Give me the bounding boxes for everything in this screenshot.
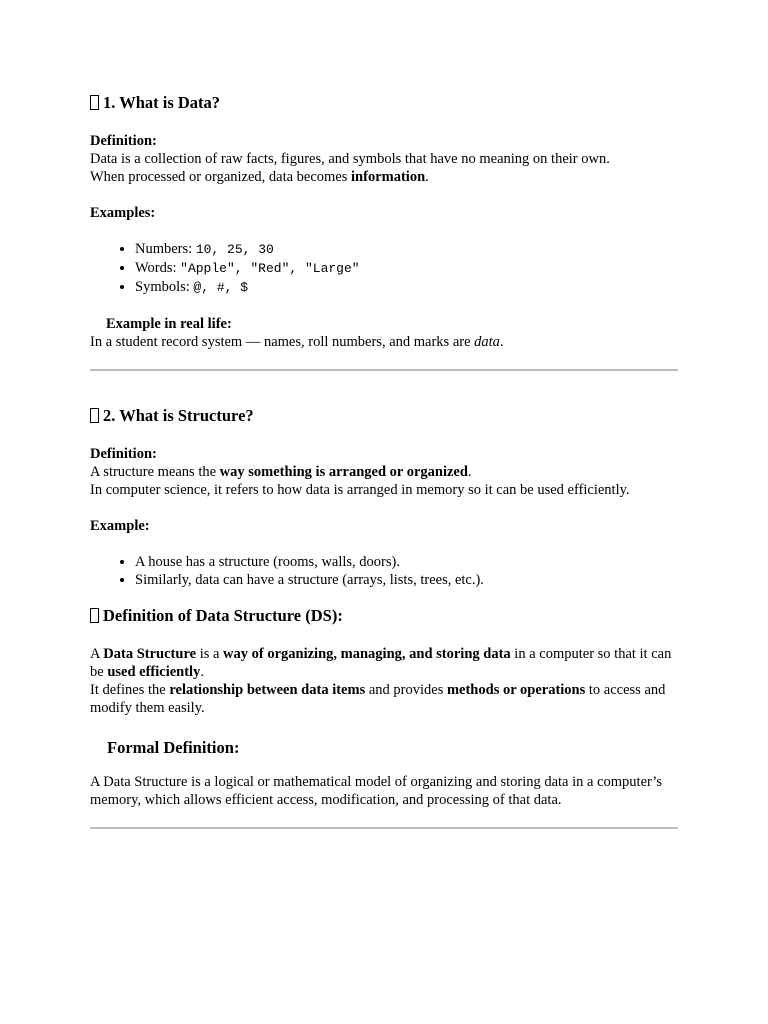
code-text: 10, 25, 30 [195, 242, 274, 257]
ds-definition-paragraph-2 [90, 681, 678, 717]
examples-list [90, 240, 678, 297]
section-2-heading [90, 405, 678, 427]
formal-definition-text: A Data Structure is a logical or mathematical model of organizing and storing data in a computer’s memory, which allows efficient access, modification, and processing of that data. [90, 774, 663, 808]
text-span: . [467, 464, 472, 480]
example-label: Example: [90, 518, 150, 534]
data-definition-line-2 [90, 168, 678, 186]
text-span: When processed or organized, data becomes [90, 169, 352, 185]
text-span: A structure means the [90, 464, 220, 480]
text-span: . [200, 664, 204, 680]
text-span: to access and modify them easily. [90, 682, 666, 716]
bold-term: way something is arranged or organized [219, 464, 468, 480]
text-span: . [425, 169, 429, 185]
formal-definition-heading: Formal Definition: [107, 738, 240, 757]
real-life-text [90, 333, 678, 351]
bold-term: information [351, 169, 426, 185]
section-1-heading [90, 92, 678, 114]
structure-definition-line-2: In computer science, it refers to how data is arranged in memory so it can be used efficiently. [90, 482, 630, 498]
definition-label: Definition: [90, 133, 157, 149]
examples-label: Examples: [90, 205, 156, 221]
real-life-label: Example in real life: [106, 316, 232, 332]
list-item [135, 240, 678, 259]
item-label: Symbols: [135, 279, 194, 295]
section-1-title: 1. What is Data? [103, 93, 221, 112]
code-text: "Apple", "Red", "Large" [180, 261, 360, 276]
structure-definition-line-1 [90, 463, 678, 481]
list-item: • A house has a structure (rooms, walls, doors). [135, 553, 678, 571]
list-item: • Similarly, data can have a structure (arrays, lists, trees, etc.). [135, 571, 678, 589]
list-item [135, 259, 678, 278]
text-span: is a [196, 646, 224, 662]
section-divider [90, 827, 678, 829]
missing-glyph-icon [90, 408, 99, 423]
italic-term: data [474, 334, 500, 350]
item-label: Numbers: [135, 241, 196, 257]
bold-term: Data Structure [103, 646, 197, 662]
structure-examples-list [90, 553, 678, 589]
bold-term: way of organizing, managing, and storing data [223, 646, 511, 662]
section-3-title: Definition of Data Structure (DS): [103, 606, 343, 625]
text-span: In a student record system — names, roll numbers, and marks are [90, 334, 475, 350]
definition-label: Definition: [90, 446, 157, 462]
item-label: Words: [135, 260, 181, 276]
missing-glyph-icon [90, 95, 99, 110]
section-2-title: 2. What is Structure? [103, 406, 254, 425]
section-3-heading [90, 605, 678, 627]
missing-glyph-icon [90, 608, 99, 623]
bold-term: relationship between data items [169, 682, 366, 698]
text-span: . [499, 334, 504, 350]
text-span: It defines the [90, 682, 170, 698]
bold-term: methods or operations [446, 682, 586, 698]
text-span: A [90, 646, 104, 662]
bold-term: used efficiently [107, 664, 201, 680]
text-span: in a computer so that it can be [90, 646, 672, 680]
ds-definition-paragraph-1 [90, 645, 678, 681]
data-definition-line-1: Data is a collection of raw facts, figures, and symbols that have no meaning on their own. [90, 151, 610, 167]
code-text: @, #, $ [193, 280, 249, 295]
list-item [135, 278, 678, 297]
text-span: and provides [365, 682, 447, 698]
